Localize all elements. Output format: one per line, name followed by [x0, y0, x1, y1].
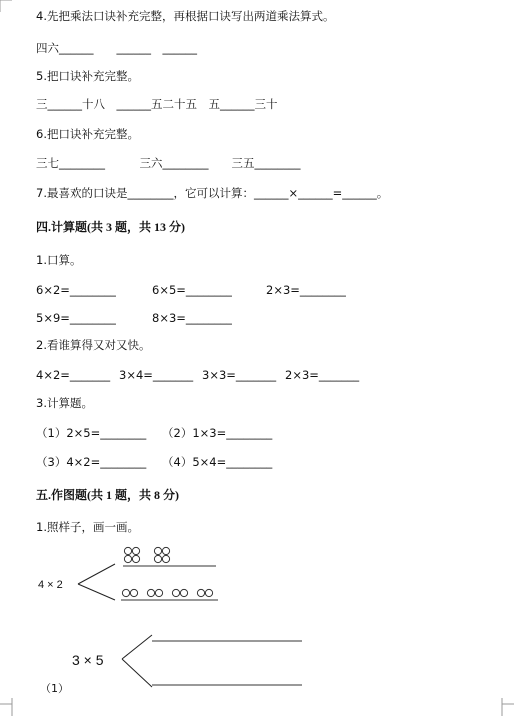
calc-item: （4）5×4=________ [162, 455, 273, 469]
example-figure [30, 540, 230, 608]
q4-blank-line: 四六______ ______ ______ [36, 41, 197, 55]
section4-p2-prompt: 2.看谁算得又对又快。 [36, 338, 151, 352]
section4-p3-prompt: 3.计算题。 [36, 396, 93, 410]
crop-mark-bottom-left [0, 698, 20, 716]
q7-prompt: 7.最喜欢的口诀是________，它可以计算：______×______=______。 [36, 186, 389, 200]
oral-calc-item: 6×5=________ [152, 283, 232, 297]
sub-question-label: （1） [40, 682, 69, 695]
calc-item: （3）4×2=________ [36, 455, 147, 469]
crop-mark-bottom-right [494, 698, 514, 716]
task-label: 3 × 5 [72, 652, 104, 668]
oral-calc-item: 5×9=________ [36, 311, 116, 325]
circle-pairs-icon [122, 589, 212, 596]
crop-mark-top-left [0, 0, 20, 20]
circle-group-icon [154, 547, 169, 562]
q4-prompt: 4.先把乘法口诀补充完整，再根据口诀写出两道乘法算式。 [36, 9, 335, 23]
quick-calc-item: 3×4=_______ [119, 368, 194, 382]
task-bracket [122, 635, 152, 687]
quick-calc-item: 3×3=_______ [202, 368, 277, 382]
q6-blank-line: 三七________ 三六________ 三五________ [36, 156, 301, 170]
calc-item: （1）2×5=________ [36, 426, 147, 440]
oral-calc-item: 6×2=________ [36, 283, 116, 297]
section4-title: 四.计算题(共 3 题，共 13 分) [36, 220, 185, 234]
section5-p1-prompt: 1.照样子，画一画。 [36, 520, 139, 534]
q5-blank-line: 三______十八 ______五二十五 五______三十 [36, 97, 278, 111]
example-label: 4 × 2 [38, 579, 63, 591]
oral-calc-item: 2×3=________ [266, 283, 346, 297]
q5-prompt: 5.把口诀补充完整。 [36, 69, 139, 83]
calc-item: （2）1×3=________ [162, 426, 273, 440]
q6-prompt: 6.把口诀补充完整。 [36, 127, 139, 141]
quick-calc-item: 4×2=_______ [36, 368, 111, 382]
quick-calc-item: 2×3=_______ [285, 368, 360, 382]
task-figure [30, 625, 310, 695]
oral-calc-item: 8×3=________ [152, 311, 232, 325]
section5-title: 五.作图题(共 1 题，共 8 分) [36, 488, 179, 502]
example-bracket [78, 564, 115, 600]
circle-group-icon [124, 547, 139, 562]
section4-p1-prompt: 1.口算。 [36, 253, 82, 267]
